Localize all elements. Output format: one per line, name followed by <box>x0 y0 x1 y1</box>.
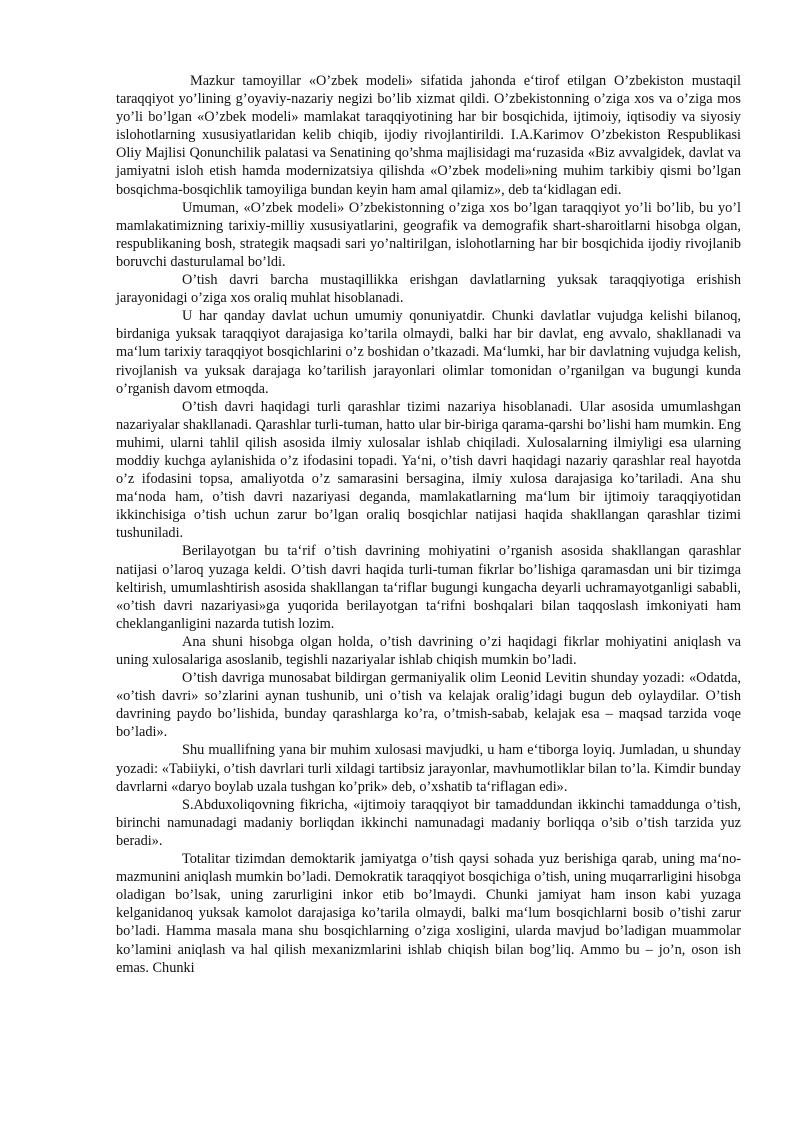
paragraph: Totalitar tizimdan demoktarik jamiyatga o’tish qaysi sohada yuz berishiga qarab, uning ma‘no-mazmunini aniqlash mumkin bo’ladi. Demokratik taraqqiyot bosqichiga o’tish, uning muqarrarligini hisobga oladigan bo’lsak, uning zarurligini inkor etib bo’lmaydi. Chunki jamiyat ham inson kabi yuzaga kelganidanoq yuksak kamolot darajasiga ko’tarila olmaydi, balki ma‘lum bosqichlarni bosib o’tishi zarur bo’ladi. Hamma masala mana shu bosqichlarning o’ziga xosligini, ularda mavjud bo’ladigan muammolar ko’lamini aniqlash va hal qilish mexanizmlarini ishlab chiqish bilan bog’liq. Ammo bu – jo’n, oson ish emas. Chunki <box>116 851 741 976</box>
paragraph: Shu muallifning yana bir muhim xulosasi mavjudki, u ham e‘tiborga loyiq. Jumladan, u shunday yozadi: «Tabiiyki, o’tish davrlari turli xildagi tartibsiz jarayonlar, mavhumotliklar bilan to’la. Kimdir bunday davrlarni «daryo boylab uzala tushgan ko’prik» deb, o’xshatib ta‘riflagan edi». <box>116 742 741 795</box>
paragraph: O’tish davri barcha mustaqillikka erishgan davlatlarning yuksak taraqqiyotiga erishish jarayonidagi o’ziga xos oraliq muhlat hisoblanadi. <box>116 272 741 307</box>
paragraph: O’tish davri haqidagi turli qarashlar tizimi nazariya hisoblanadi. Ular asosida umumlashgan nazariyalar shakllanadi. Qarashlar turli-tuman, hatto ular bir-biriga qarama-qarshi bo’lishi ham mumkin. Eng muhimi, ularni tahlil qilish asosida ilmiy xulosalar ishlab chiqiladi. Xulosalarning ilmiyligi esa ularning moddiy kuchga aylanishida o’z ifodasini topadi. Ya‘ni, o’tish davri haqidagi nazariy qarashlar real hayotda o’z ifodasini topsa, amaliyotda o’z samarasini bersagina, ilmiy xulosa darajasiga ko’tariladi. Ana shu ma‘noda ham, o’tish davri nazariyasi deganda, mamlakatlarning ma‘lum bir ijtimoiy taraqqiyotidan ikkinchisiga o’tish uchun zarur bo’lgan oraliq bosqichlar natijasi haqida shakllangan qarashlar tizimi tushuniladi. <box>116 398 741 542</box>
paragraph: Mazkur tamoyillar «O’zbek modeli» sifatida jahonda e‘tirof etilgan O’zbekiston mustaqil taraqqiyot yo’lining g’oyaviy-nazariy negizi bo’lib xizmat qildi. O’zbekistonning o’ziga xos va o’ziga mos yo’li bo’lgan «O’zbek modeli» mamlakat taraqqiyotining har bir bosqichida, ijtimoiy, iqtisodiy va siyosiy islohotlarning xususiyatlaridan kelib chiqib, ijodiy rivojlantirildi. I.A.Karimov O’zbekiston Respublikasi Oliy Majlisi Qonunchilik palatasi va Senatining qo’shma majlisidagi ma‘ruzasida «Biz avvalgidek, davlat va jamiyatni isloh etish hamda modernizatsiya qilishda «O’zbek modeli»ning muhim tarkibiy qismi bo’lgan bosqichma-bosqichlik tamoyiliga bundan keyin ham amal qilamiz», deb ta‘kidlagan edi. <box>116 73 741 198</box>
paragraph: O’tish davriga munosabat bildirgan germaniyalik olim Leonid Levitin shunday yozadi: «Odatda, «o’tish davri» so’zlarini aynan tushunib, uni o’tish va kelajak oralig’idagi bugun deb oylaydilar. O’tish davrining paydo bo’lishida, bunday qarashlarga ko’ra, o’tmish-sabab, kelajak esa – maqsad tarzida voqe bo’ladi». <box>116 670 741 741</box>
paragraph: Ana shuni hisobga olgan holda, o’tish davrining o’zi haqidagi fikrlar mohiyatini aniqlash va uning xulosalariga asoslanib, tegishli nazariyalar ishlab chiqish mumkin bo’ladi. <box>116 633 741 668</box>
paragraph: U har qanday davlat uchun umumiy qonuniyatdir. Chunki davlatlar vujudga kelishi bilanoq, birdaniga yuksak taraqqiyot darajasiga ko’tarila olmaydi, balki har bir davlat, eng avvalo, shakllanadi va ma‘lum tarixiy taraqqiyot bosqichlarini o’z boshidan o’tkazadi. Ma‘lumki, har bir davlatning vujudga kelish, rivojlanish va yuksak darajaga ko’tarilish jarayonlari olimlar tomonidan o’rganilgan va bugungi kunda o’rganish davom etmoqda. <box>116 308 741 397</box>
document-page <box>116 72 741 977</box>
paragraph: Umuman, «O’zbek modeli» O’zbekistonning o’ziga xos bo’lgan taraqqiyot yo’li bo’lib, bu yo’l mamlakatimizning tarixiy-milliy xususiyatlarini, geografik va demografik shart-sharoitlarni hisobga olgan, respublikaning bosh, strategik maqsadi sari yo’naltirilgan, islohotlarning har bir bosqichida ijodiy rivojlanib boruvchi dasturulamal bo’ldi. <box>116 199 741 270</box>
paragraph: Berilayotgan bu ta‘rif o’tish davrining mohiyatini o’rganish asosida shakllangan qarashlar natijasi o’laroq yuzaga keldi. O’tish davri haqida turli-tuman fikrlar bo’lishiga qaramasdan uni bir tizimga keltirish, umumlashtirish asosida shakllangan ta‘riflar bugungi kungacha deyarli uchramayotganligi sababli, «o’tish davri nazariyasi»ga yuqorida berilayotgan ta‘rifni boshqalari bilan taqqoslash imkoniyati ham cheklanganligini nazarda tutish lozim. <box>116 543 741 632</box>
paragraph: S.Abduxoliqovning fikricha, «ijtimoiy taraqqiyot bir tamaddundan ikkinchi tamaddunga o’tish, birinchi namunadagi madaniy borliqdan ikkinchi namunadagi madaniy borliqqa o’sib o’tish tarzida yuz beradi». <box>116 796 741 849</box>
